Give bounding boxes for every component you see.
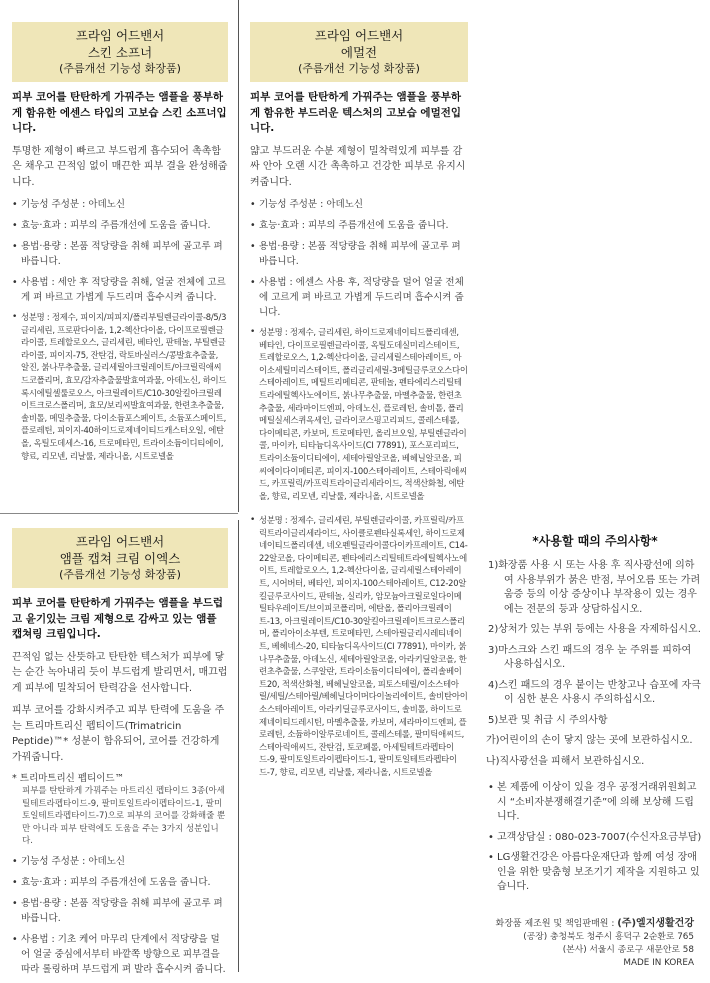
notice-list	[488, 781, 702, 895]
product-description: 끈적임 없는 산뜻하고 탄탄한 텍스처가 피부에 닿는 순간 녹아내리 듯이 부드럽게 발리면서, 매끄럽게 피부에 밀착되어 탄력감을 선사합니다.	[12, 651, 228, 694]
product-description: 투명한 제형이 빠르고 부드럽게 흡수되어 촉촉함은 채우고 끈적임 없이 매끈한 피부 결을 완성해줍니다.	[12, 145, 228, 188]
hq-address: (본사) 서울시 종로구 새문안로 58	[562, 944, 694, 955]
caution-list	[488, 559, 702, 769]
info-dosage: • 용법·용량 : 본품 적당량을 취해 피부에 골고루 펴 바릅니다.	[250, 239, 468, 269]
info-main-ingredient: • 기능성 주성분 : 아데노신	[250, 197, 468, 212]
product-category: (주름개선 기능성 화장품)	[298, 62, 420, 75]
info-main-ingredient: • 기능성 주성분 : 아데노신	[12, 854, 228, 869]
divider-top	[238, 0, 239, 512]
manufacturer-info	[488, 917, 702, 970]
product-info-list	[250, 197, 468, 320]
info-main-ingredient: • 기능성 주성분 : 아데노신	[12, 197, 228, 212]
info-efficacy: • 효능·효과 : 피부의 주름개선에 도움을 줍니다.	[12, 218, 228, 233]
caution-title: *사용할 때의 주의사항*	[532, 534, 658, 548]
product-skin-softener	[12, 22, 228, 462]
product-brand: 프라임 어드밴서	[75, 534, 165, 549]
notice-compensation: • 본 제품에 이상이 있을 경우 공정거래위원회고시 “소비자분쟁해결기준”에 의해 보상해 드립니다.	[488, 781, 702, 825]
product-title-box	[12, 22, 228, 82]
product-name: 에멀전	[340, 45, 378, 60]
product-name: 스킨 소프너	[87, 45, 153, 60]
notice-foundation: • LG생활건강은 아름다운재단과 함께 여성 장애인을 위한 맞춤형 보조기기 제작을 지원하고 있습니다.	[488, 851, 702, 895]
factory-address: (공장) 충청북도 청주시 흥덕구 2순환로 765	[523, 931, 694, 942]
product-lead: 피부 코어를 탄탄하게 가꿔주는 앰플을 풍부하게 함유한 에센스 타입의 고보습 스킨 소프너입니다.	[12, 91, 227, 134]
product-info-list	[12, 197, 228, 305]
product-info-list	[12, 854, 228, 977]
ingredient-list: • 성분명 : 정제수, 글리세린, 부틸렌글라이콜, 카프릴릭/카프릭트라이글리세라이드, 사이클로펜타실록세인, 하이드로제네이티드폴리데센, 네오펜틸글라이콜다이카프레이트, C14-22알코올, 다이메티콘, 펜타에리스리틸테트라에틸헥사노에이트, 트레할로오스, 1,2-헥산다이올, 글리세릴스테아레이트, 시어버터, 베타인, 피이지-100스테아레이트, C12-20알킬글루코사이드, 판테놀, 실리카, 암모늄아크릴로일다이메틸타우레이트/브이피코폴리머, 에탄올, 폴리아크릴레이트-13, 아크릴레이트/C10-30알킬아크릴레이트크로스폴리머, 폴리아이소부텐, 트로메타민, 스테아릴글리시레티네이트, 베헤네스-20, 티타늄디옥사이드(CI 77891), 마이카, 붉나무추출물, 아데노신, 세테아릴알코올, 아라키딜알코올, 한련초추출물, 스쿠알란, 트라이소듐이디티에이, 폴리솔베이트20, 적색산화철, 베헤닐알코올, 피토스테릴/이소스테아릴/세틸/스테아릴/베헤닐다이머다이놀리에이트, 솔비탄아이소스테아레이트, 아라키딜글루코사이드, 솔비톨, 하이드로제네이티드레시틴, 마멜추출물, 카보머, 세라마이드엔피, 플로레틴, 소듐하이알루로네이트, 콜레스테롤, 팔미틱애씨드, 스테아릭애씨드, 잔탄검, 토코페롤, 아세틸테트라펩타이드-9, 팔미토일트라이펩타이드-1, 팔미토일테트라펩타이드-7, 향료, 리모넨, 리날룰, 제라니올, 시트로넬올	[250, 514, 468, 778]
product-ampoule-cream-ingredients	[250, 514, 468, 778]
caution-item: 5)보관 및 취급 시 주의사항	[488, 714, 608, 726]
caution-sub-item: 가)어린이의 손이 닿지 않는 곳에 보관하십시오.	[486, 735, 693, 746]
info-usage: • 사용법 : 에센스 사용 후, 적당량을 덜어 얼굴 전체에 고르게 펴 바르고 가볍게 두드리며 흡수시켜 줍니다.	[250, 275, 468, 320]
notice-customer-center: • 고객상담실 : 080-023-7007(수신자요금부담)	[488, 831, 702, 846]
product-title-box	[12, 528, 228, 588]
ingredient-list: • 성분명 : 정제수, 글리세린, 하이드로제네이티드폴리데센, 베타인, 다이프로필렌글라이콜, 옥틸도데실미리스테이트, 트레할로오스, 1,2-헥산다이올, 글리세릴스테아레이트, 아이소세틸미리스테이트, 폴리글리세릴-3메틸글루코오스다이스테아레이트, 메틸트리메티콘, 판테놀, 펜타에리스리틸테트라에틸헥사노에이트, 붉나무추출물, 마멜추출물, 한련초추출물, 세라마이드엔피, 아데노신, 플로레틴, 솔비톨, 폴리메틸실세스퀴옥세인, 글라이코스핑고리피드, 콜레스테롤, 다이메티콘, 카보머, 트로메타민, 올리브오일, 부틸렌글라이콜, 마이카, 티타늄디옥사이드(CI 77891), 포스포리피드, 트라이소듐이디티에이, 세테아릴알코올, 베헤닐알코올, 피씨에이다이메티콘, 피이지-100스테아레이트, 스테아릭애씨드, 카프릴릭/카프릭트라이글리세라이드, 적색산화철, 에탄올, 향료, 리모넨, 리날룰, 제라니올, 시트로넬올	[250, 326, 468, 502]
product-emulsion	[250, 22, 468, 502]
product-lead: 피부 코어를 탄탄하게 가꿔주는 앰플을 풍부하게 함유한 부드러운 텍스처의 고보습 에멀전입니다.	[250, 91, 461, 134]
caution-section	[488, 532, 702, 970]
product-brand: 프라임 어드밴서	[75, 28, 165, 43]
info-dosage: • 용법·용량 : 본품 적당량을 취해 피부에 골고루 펴 바릅니다.	[12, 239, 228, 269]
product-ampoule-cream	[12, 528, 228, 983]
company-name: (주)엘지생활건강	[617, 917, 694, 929]
caution-item: 1)화장품 사용 시 또는 사용 후 직사광선에 의하여 사용부위가 붉은 반점, 부어오름 또는 가려움증 등의 이상 증상이나 부작용이 있는 경우에는 전문의 등과 상담하십시오.	[488, 560, 701, 615]
product-name: 앰플 캡쳐 크림 이엑스	[59, 551, 181, 566]
info-efficacy: • 효능·효과 : 피부의 주름개선에 도움을 줍니다.	[250, 218, 468, 233]
manufacturer-label: 화장품 제조원 및 책임판매원 :	[495, 918, 615, 929]
product-description-peptide: 피부 코어를 강화시켜주고 피부 탄력에 도움을 주는 트리마트리신 펩티이드(Trimatricin Peptide)™* 성분이 함유되어, 코어를 건강하게 가꿔줍니다.	[12, 705, 225, 763]
divider-horizontal	[0, 513, 238, 514]
made-in: MADE IN KOREA	[623, 957, 694, 968]
manufacturer-line	[488, 917, 694, 931]
product-brand: 프라임 어드밴서	[314, 28, 404, 43]
product-lead: 피부 코어를 탄탄하게 가꿔주는 앰플을 부드럽고 윤기있는 크림 제형으로 감싸고 있는 앰플 캡쳐링 크림입니다.	[12, 597, 223, 640]
divider-bottom	[238, 520, 239, 972]
caution-item: 4)스킨 패드의 경우 붙이는 반창고나 습포에 자극이 심한 분은 사용시 주의하십시오.	[488, 679, 701, 705]
product-category: (주름개선 기능성 화장품)	[59, 62, 181, 75]
ingredient-list: • 성분명 : 정제수, 피이지/피피지/폴리부틸렌글라이콜-8/5/3글리세린, 프로판다이올, 1,2-헥산다이올, 다이프로필렌글라이콜, 트레할로오스, 글리세린, 베타인, 판테놀, 부틸렌글라이콜, 피이지-75, 잔탄검, 락토바실러스/콩발효추출물, 알진, 붉나무추출물, 글리세릴아크릴레이트/아크릴릭애씨드코폴리머, 효모/감자추출물발효여과물, 아데노신, 하이드록시에틸셀룰로오스, 아크릴레이트/C10-30알킬아크릴레이트크로스폴리머, 효모/보리씨발효여과물, 한련초추출물, 솔비톨, 메밀추출물, 다이소듐포스페이트, 소듐포스페이트, 플로레틴, 피이지-40하이드로제네이티드캐스터오일, 에탄올, 옥틸도데세스-16, 트로메타민, 트라이소듐이디티에이, 향료, 리모넨, 리날룰, 제라니올, 시트로넬올	[12, 311, 228, 462]
info-dosage: • 용법·용량 : 본품 적당량을 취해 피부에 골고루 펴 바릅니다.	[12, 896, 228, 926]
product-description: 얇고 부드러운 수분 제형이 밀착력있게 피부를 감싸 안아 오랜 시간 촉촉하고 건강한 피부로 유지시켜줍니다.	[250, 145, 466, 188]
peptide-note-title: * 트리마트리신 펩티이드™	[12, 773, 125, 784]
caution-item: 2)상처가 있는 부위 등에는 사용을 자제하십시오.	[488, 624, 701, 635]
info-efficacy: • 효능·효과 : 피부의 주름개선에 도움을 줍니다.	[12, 875, 228, 890]
product-title-box	[250, 22, 468, 82]
info-usage: • 사용법 : 기초 케어 마무리 단계에서 적당량을 덜어 얼굴 중심에서부터 바깥쪽 방향으로 피부결을 따라 롤링하며 부드럽게 펴 발라 흡수시켜 줍니다.	[12, 932, 228, 977]
caution-item: 3)마스크와 스킨 패드의 경우 눈 주위를 피하여 사용하십시오.	[488, 644, 692, 670]
info-usage: • 사용법 : 세안 후 적당량을 취해, 얼굴 전체에 고르게 펴 바르고 가볍게 두드리며 흡수시켜 줍니다.	[12, 275, 228, 305]
product-category: (주름개선 기능성 화장품)	[59, 568, 181, 581]
caution-sub-item: 나)직사광선을 피해서 보관하십시오.	[486, 755, 645, 767]
peptide-note-body: 피부를 탄탄하게 가꿔주는 마트리신 펩타이드 3종(아세틸테트라펩타이드-9, 팔미토일트라이펩타이드-1, 팔미토일테트라펩타이드-7)으로 피부의 코어를 강화해줄 뿐만 아니라 피부 탄력에도 도움을 주는 3가지 성분입니다.	[22, 786, 226, 846]
